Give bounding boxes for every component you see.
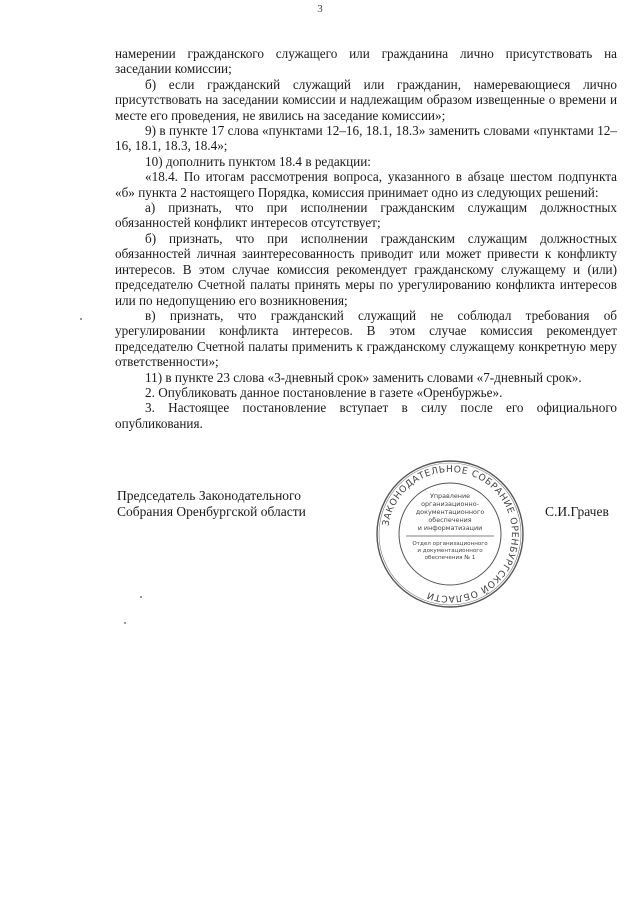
signatory-name: С.И.Грачев xyxy=(545,504,609,519)
scan-speck xyxy=(124,622,126,624)
svg-text:ЗАКОНОДАТЕЛЬНОЕ СОБРАНИЕ ОРЕНБ xyxy=(381,464,521,604)
seal-bottom-line-2: и документационного xyxy=(417,548,483,554)
document-body xyxy=(115,46,617,431)
paragraph-continuation: намерении гражданского служащего или гражданина лично присутствовать на заседании комиссии; xyxy=(115,46,617,77)
paragraph-18-4: «18.4. По итогам рассмотрения вопроса, указанного в абзаце шестом подпункта «б» пункта 2 настоящего Порядка, комиссия принимает одно из следующих решений: xyxy=(115,169,617,200)
seal-bottom-line-1: Отдел организационного xyxy=(412,541,488,547)
signature-title-line1: Председатель Законодательного xyxy=(117,488,302,503)
scan-speck xyxy=(80,318,82,320)
paragraph-item-9: 9) в пункте 17 слова «пунктами 12–16, 18.1, 18.3» заменить словами «пунктами 12–16, 18.1, 18.3, 18.4»; xyxy=(115,123,617,154)
paragraph-b-clause: б) если гражданский служащий или гражданин, намеревающиеся лично присутствовать на заседании комиссии и надлежащим образом извещенные о времени и месте его проведения, не явились на заседание комиссии»; xyxy=(115,76,617,123)
signature-title xyxy=(117,488,306,520)
seal-line-3: документационного xyxy=(415,508,485,516)
paragraph-item-10: 10) дополнить пунктом 18.4 в редакции: xyxy=(145,153,371,169)
seal-line-4: обеспечения xyxy=(428,516,472,524)
seal-line-1: Управление xyxy=(429,492,471,500)
signature-title-line2: Собрания Оренбургской области xyxy=(117,504,306,519)
scan-speck xyxy=(140,596,142,598)
paragraph-decision-b: б) признать, что при исполнении гражданским служащим должностных обязанностей личная заинтересованность приводит или может привести к конфликту интересов. В этом случае комиссия рекомендует гражданскому служащему и (или) председателю Счетной палаты принять меры по урегулированию конфликта интересов или по недопущению его возникновения; xyxy=(115,230,617,308)
page-number: 3 xyxy=(317,3,323,15)
paragraph-effective: 3. Настоящее постановление вступает в силу после его официального опубликования. xyxy=(115,400,617,431)
paragraph-publish: 2. Опубликовать данное постановление в газете «Оренбуржье». xyxy=(145,384,503,400)
paragraph-decision-c: в) признать, что гражданский служащий не соблюдал требования об урегулировании конфликта интересов. В этом случае комиссия рекомендует председателю Счетной палаты применить к гражданскому служащему конкретную меру ответственности»; xyxy=(115,307,617,370)
seal-bottom-line-3: обеспечения № 1 xyxy=(424,555,476,561)
paragraph-item-11: 11) в пункте 23 слова «3-дневный срок» заменить словами «7-дневный срок». xyxy=(145,369,582,385)
seal-line-2: организационно- xyxy=(421,500,479,508)
seal-line-5: и информатизации xyxy=(417,524,483,532)
seal-outer-text: ЗАКОНОДАТЕЛЬНОЕ СОБРАНИЕ ОРЕНБУРГСКОЙ ОБЛАСТИ xyxy=(380,463,521,605)
official-seal xyxy=(374,458,526,610)
paragraph-decision-a: а) признать, что при исполнении гражданским служащим должностных обязанностей конфликт интересов отсутствует; xyxy=(115,200,617,231)
